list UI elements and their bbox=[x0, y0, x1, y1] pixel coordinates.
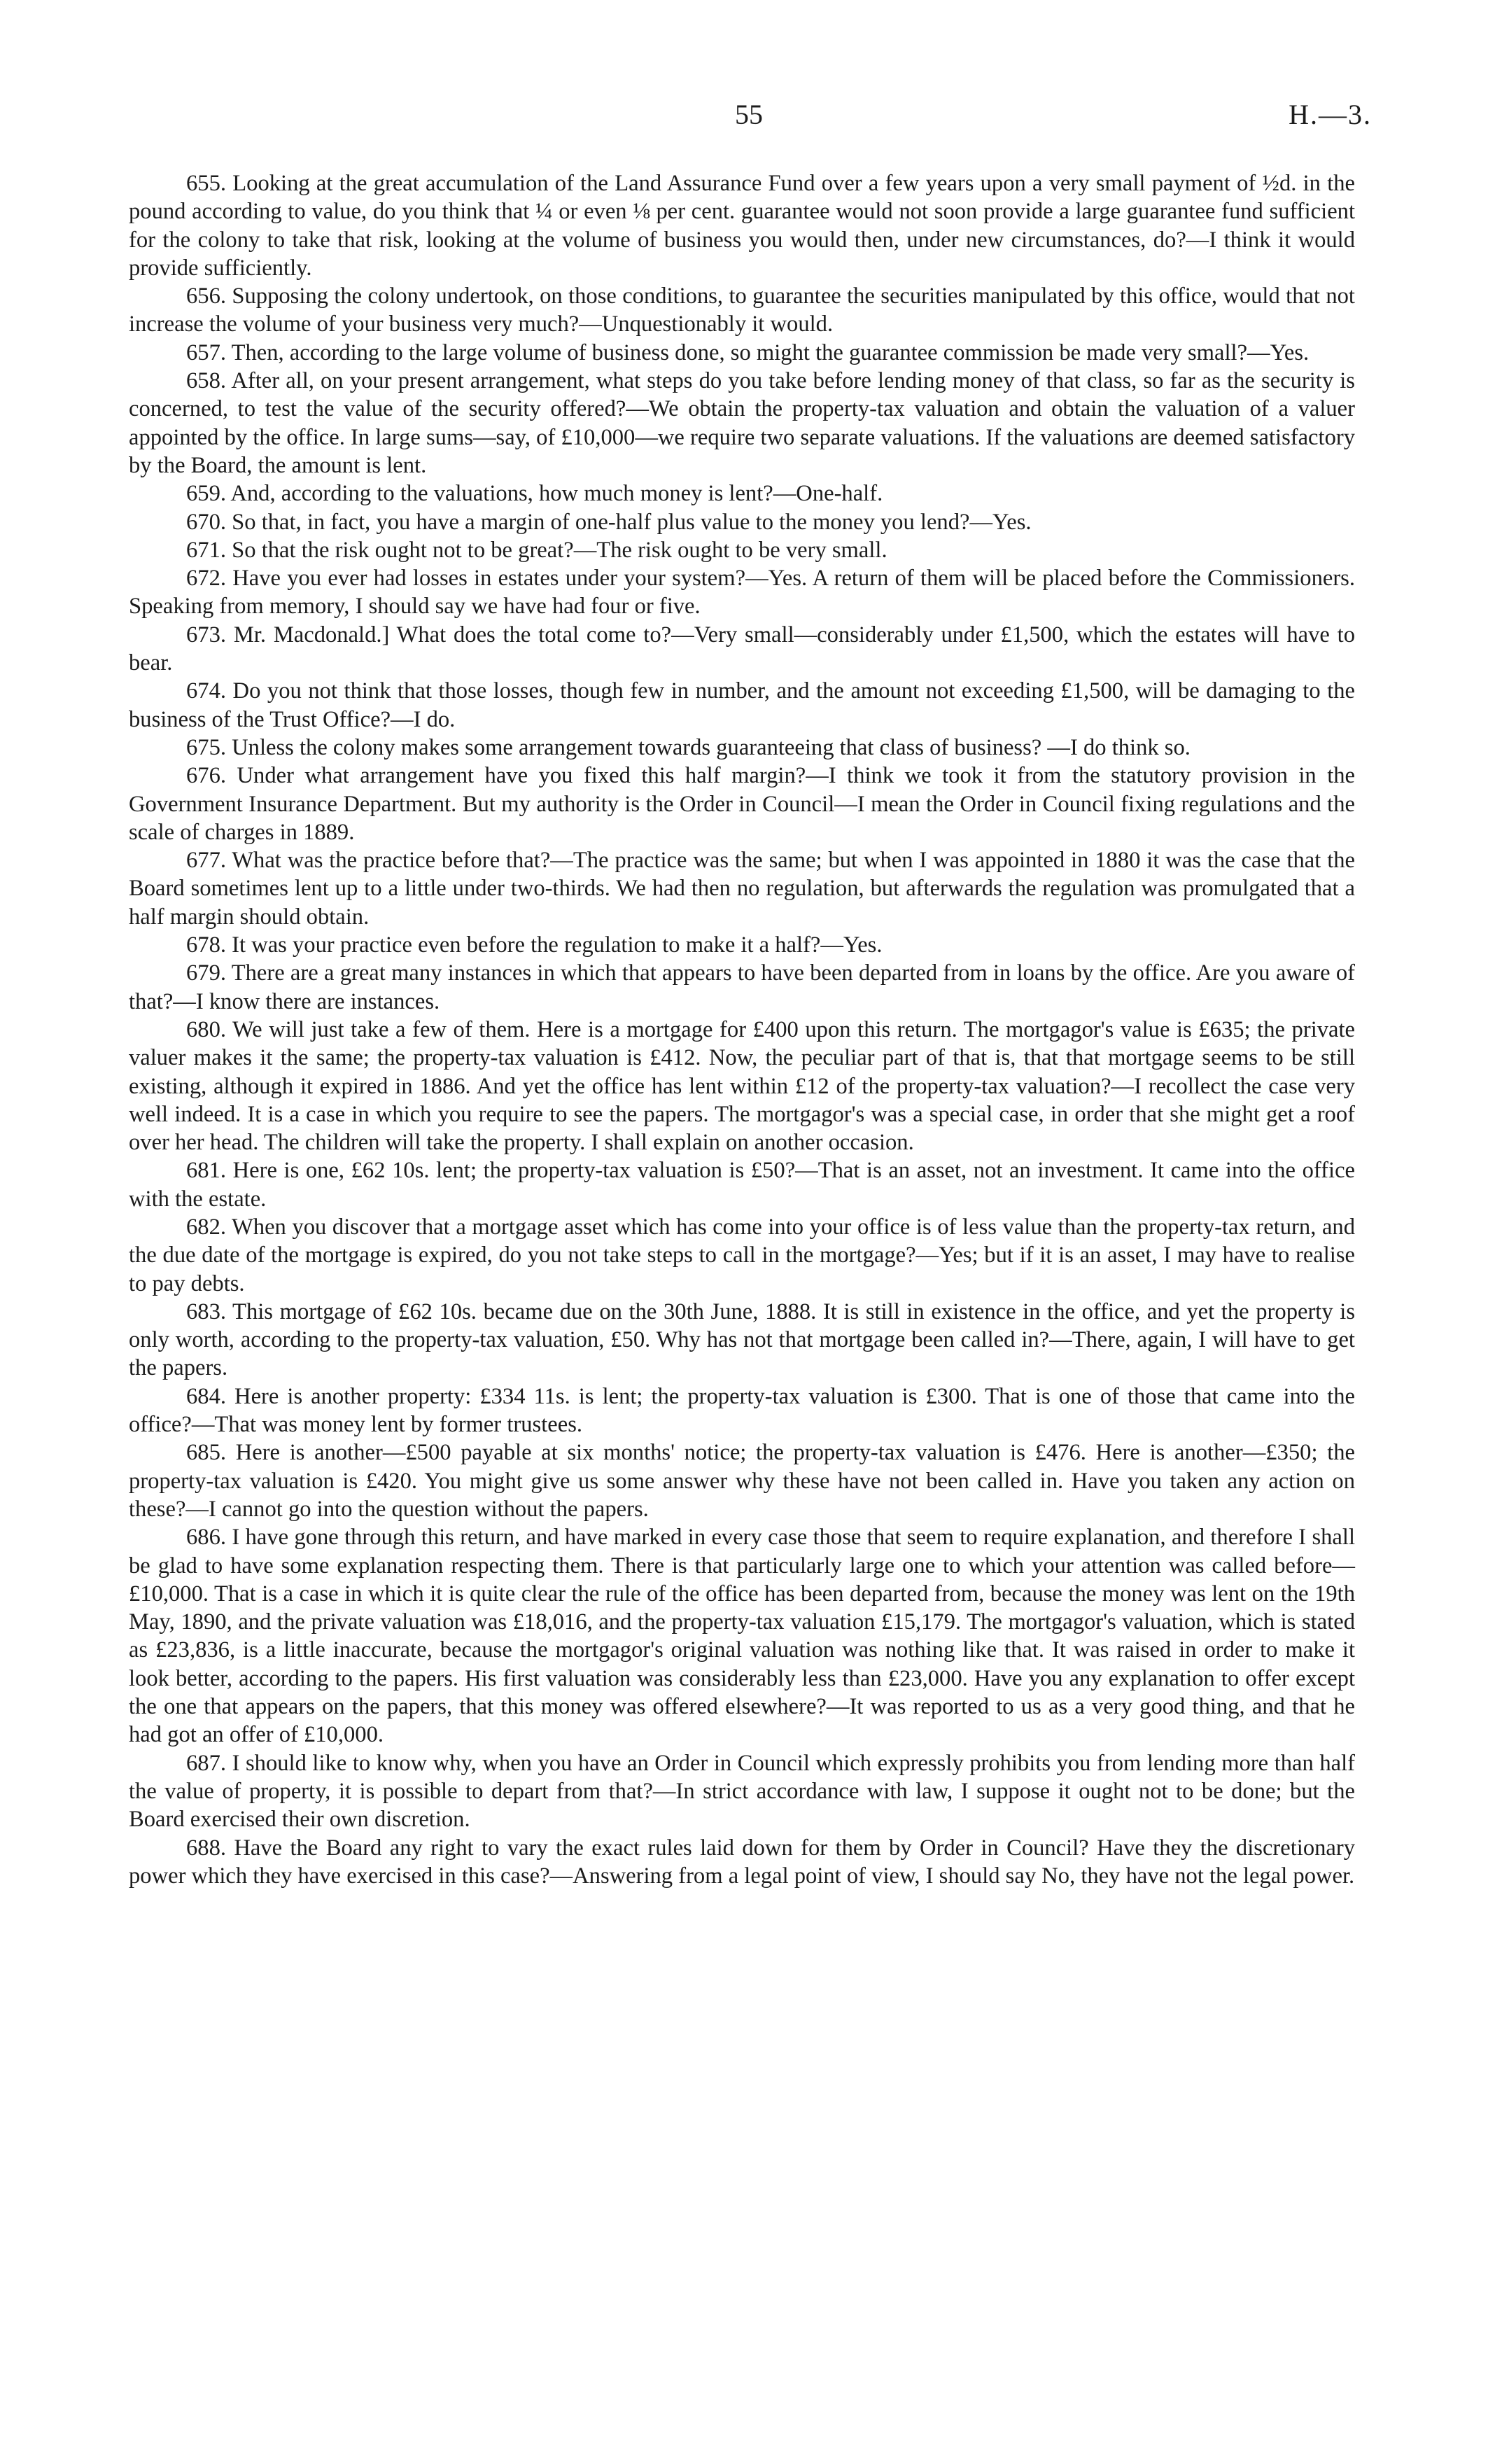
paragraph-656: 656. Supposing the colony undertook, on those conditions, to guarantee the securities manipulated by this office, would that not increase the volume of your business very much?—Unquestionably it would. bbox=[129, 284, 1355, 337]
paragraph-680: 680. We will just take a few of them. Here is a mortgage for £400 upon this return. The mortgagor's value is £635; the private valuer makes it the same; the property-tax valuation is £412. Now, the peculiar part of that is, that that mortgage seems to be still existing, although it expired in 1886. And yet the office has lent within £12 of the property-tax valuation?—I recollect the case very well indeed. It is a case in which you require to see the papers. The mortgagor's was a special case, in order that she might get a roof over her head. The children will take the property. I shall explain on another occasion. bbox=[129, 1016, 1355, 1156]
paragraph-672: 672. Have you ever had losses in estates under your system?—Yes. A return of them will be placed before the Commissioners. Speaking from memory, I should say we have had four or five. bbox=[129, 566, 1355, 620]
paragraph-677: 677. What was the practice before that?—The practice was the same; but when I was appointed in 1880 it was the case that the Board sometimes lent up to a little under two-thirds. We had then no regulation, but afterwards the regulation was promulgated that a half margin should obtain. bbox=[129, 848, 1355, 930]
paragraph-676: 676. Under what arrangement have you fixed this half margin?—I think we took it from the statutory provision in the Government Insurance Department. But my authority is the Order in Council—I mean the Order in Council fixing regulations and the scale of charges in 1889. bbox=[129, 763, 1355, 845]
paragraph-688: 688. Have the Board any right to vary the exact rules laid down for them by Order in Council? Have they the discretionary power which they have exercised in this case?—Answering from a legal point of view, I should say No, they have not the legal power. bbox=[129, 1835, 1355, 1889]
paragraph-674: 674. Do you not think that those losses, though few in number, and the amount not exceeding £1,500, will be damaging to the business of the Trust Office?—I do. bbox=[129, 678, 1355, 732]
body-text bbox=[129, 169, 1355, 1890]
document-reference: H.—3. bbox=[1289, 99, 1372, 130]
page-header bbox=[126, 98, 1372, 140]
paragraph-659: 659. And, according to the valuations, how much money is lent?—One-half. bbox=[186, 481, 883, 507]
paragraph-679: 679. There are a great many instances in which that appears to have been departed from in loans by the office. Are you aware of that?—I know there are instances. bbox=[129, 960, 1355, 1014]
paragraph-681: 681. Here is one, £62 10s. lent; the property-tax valuation is £50?—That is an asset, not an investment. It came into the office with the estate. bbox=[129, 1158, 1355, 1212]
paragraph-670: 670. So that, in fact, you have a margin of one-half plus value to the money you lend?—Yes. bbox=[186, 509, 1032, 535]
paragraph-683: 683. This mortgage of £62 10s. became due on the 30th June, 1888. It is still in existence in the office, and yet the property is only worth, according to the property-tax valuation, £50. Why has not that mortgage been called in?—There, again, I will have to get the papers. bbox=[129, 1298, 1355, 1381]
paragraph-673: 673. Mr. Macdonald.] What does the total come to?—Very small—considerably under £1,500, which the estates will have to bear. bbox=[129, 622, 1355, 676]
paragraph-675: 675. Unless the colony makes some arrangement towards guaranteeing that class of business? —I do think so. bbox=[186, 734, 1191, 760]
paragraph-678: 678. It was your practice even before the regulation to make it a half?—Yes. bbox=[186, 932, 883, 958]
paragraph-684: 684. Here is another property: £334 11s. is lent; the property-tax valuation is £300. That is one of those that came into the office?—That was money lent by former trustees. bbox=[129, 1383, 1355, 1438]
page-number: 55 bbox=[735, 99, 763, 130]
paragraph-658: 658. After all, on your present arrangement, what steps do you take before lending money of that class, so far as the security is concerned, to test the value of the security offered?—We obtain the property-tax valuation and obtain the valuation of a valuer appointed by the office. In large sums—say, of £10,000—we require two separate valuations. If the valuations are deemed satisfactory by the Board, the amount is lent. bbox=[129, 368, 1355, 478]
paragraph-685: 685. Here is another—£500 payable at six months' notice; the property-tax valuation is £476. Here is another—£350; the property-tax valuation is £420. You might give us some answer why these have not been called in. Have you taken any action on these?—I cannot go into the question without the papers. bbox=[129, 1440, 1355, 1522]
paragraph-682: 682. When you discover that a mortgage asset which has come into your office is of less value than the property-tax return, and the due date of the mortgage is expired, do you not take steps to call in the mortgage?—Yes; but if it is an asset, I may have to realise to pay debts. bbox=[129, 1214, 1355, 1296]
paragraph-686: 686. I have gone through this return, and have marked in every case those that seem to require explanation, and therefore I shall be glad to have some explanation respecting them. There is that particularly large one to which your attention was called before—£10,000. That is a case in which it is quite clear the rule of the office has been departed from, because the money was lent on the 19th May, 1890, and the private valuation was £18,016, and the property-tax valuation £15,179. The mortgagor's valuation, which is stated as £23,836, is a little inaccurate, because the mortgagor's original valuation was nothing like that. It was raised in order to make it look better, according to the papers. His first valuation was considerably less than £23,000. Have you any explanation to offer except the one that appears on the papers, that this money was offered elsewhere?—It was reported to us as a very good thing, and that he had got an offer of £10,000. bbox=[129, 1525, 1355, 1748]
paragraph-687: 687. I should like to know why, when you have an Order in Council which expressly prohibits you from lending more than half the value of property, it is possible to depart from that?—In strict accordance with law, I suppose it ought not to be done; but the Board exercised their own discretion. bbox=[129, 1750, 1355, 1833]
paragraph-671: 671. So that the risk ought not to be great?—The risk ought to be very small. bbox=[186, 537, 887, 563]
paragraph-657: 657. Then, according to the large volume of business done, so might the guarantee commission be made very small?—Yes. bbox=[186, 340, 1310, 365]
paragraph-655: 655. Looking at the great accumulation of the Land Assurance Fund over a few years upon a very small payment of ½d. in the pound according to value, do you think that ¼ or even ⅛ per cent. guarantee would not soon provide a large guarantee fund sufficient for the colony to take that risk, looking at the volume of business you would then, under new circumstances, do?—I think it would provide sufficiently. bbox=[129, 171, 1355, 281]
